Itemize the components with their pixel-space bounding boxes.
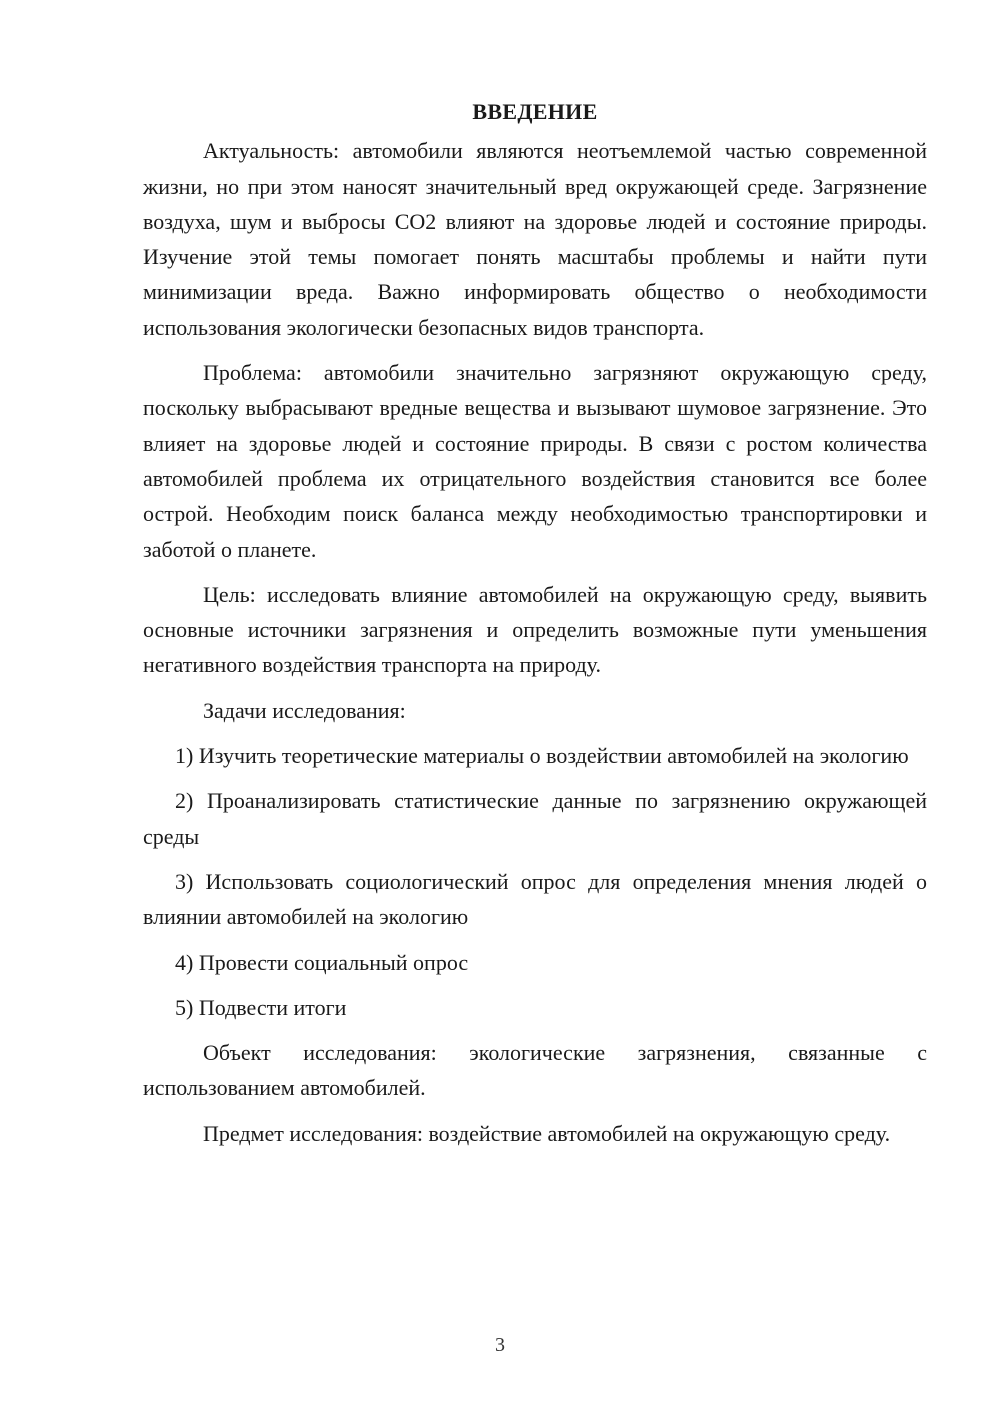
document-body (143, 94, 927, 1151)
task-item-3: 3) Использовать социологический опрос для определения мнения людей о влиянии автомобилей на экологию (143, 868, 927, 930)
task-item-5: 5) Подвести итоги (175, 994, 347, 1020)
paragraph-object: Объект исследования: экологические загрязнения, связанные с использованием автомобилей. (143, 1040, 927, 1101)
paragraph-relevance: Актуальность: автомобили являются неотъемлемой частью современной жизни, но при этом наносят значительный вред окружающей среде. Загрязнение воздуха, шум и выбросы CO2 влияют на здоровье людей и состояние природы. Изучение этой темы помогает понять масштабы проблемы и найти пути минимизации вреда. Важно информировать общество о необходимости использования экологически безопасных видов транспорта. (143, 138, 927, 340)
paragraph-goal: Цель: исследовать влияние автомобилей на окружающую среду, выявить основные источники загрязнения и определить возможные пути уменьшения негативного воздействия транспорта на природу. (143, 581, 927, 678)
task-item-1: 1) Изучить теоретические материалы о воздействии автомобилей на экологию (175, 743, 909, 769)
page-number: 3 (495, 1334, 505, 1356)
task-item-4: 4) Провести социальный опрос (175, 949, 469, 975)
task-item-2: 2) Проанализировать статистические данные по загрязнению окружающей среды (143, 788, 927, 849)
paragraph-problem: Проблема: автомобили значительно загрязняют окружающую среду, поскольку выбрасывают вредные вещества и вызывают шумовое загрязнение. Это влияет на здоровье людей и состояние природы. В связи с ростом количества автомобилей проблема их отрицательного воздействия становится все более острой. Необходим поиск баланса между необходимостью транспортировки и заботой о планете. (143, 360, 927, 562)
section-title: ВВЕДЕНИЕ (472, 99, 598, 124)
paragraph-subject: Предмет исследования: воздействие автомобилей на окружающую среду. (203, 1120, 891, 1146)
tasks-heading: Задачи исследования: (203, 697, 406, 723)
